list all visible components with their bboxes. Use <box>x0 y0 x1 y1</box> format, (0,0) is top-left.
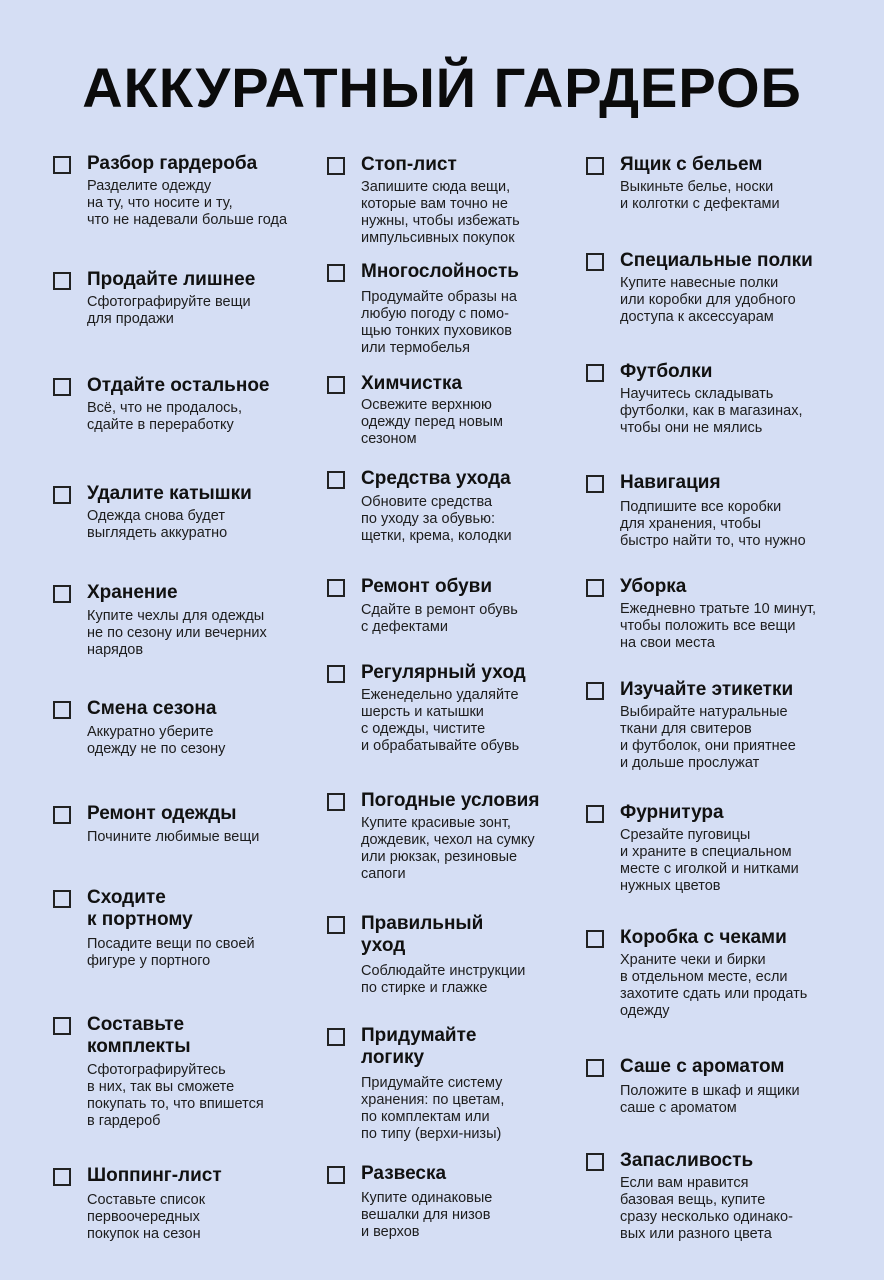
item-description: Сдайте в ремонт обувь с дефектами <box>361 602 518 635</box>
item-title: Средства ухода <box>361 468 511 489</box>
item-title: Составьте комплекты <box>87 1014 191 1057</box>
item-description: Ежедневно тратьте 10 минут, чтобы положить все вещи на свои места <box>620 601 817 651</box>
checkbox[interactable] <box>53 585 71 603</box>
item-title: Продайте лишнее <box>87 269 256 290</box>
item-description: Обновите средства по уходу за обувью: щетки, крема, колодки <box>361 494 512 544</box>
checkbox[interactable] <box>327 264 345 282</box>
item-description: Соблюдайте инструкции по стирке и глажке <box>361 963 526 996</box>
item-description: Почините любимые вещи <box>87 829 260 845</box>
page-title: АККУРАТНЫЙ ГАРДЕРОБ <box>82 56 802 119</box>
item-title: Химчистка <box>361 373 463 394</box>
item-title: Придумайте логику <box>361 1025 477 1068</box>
item-title: Правильный уход <box>361 913 484 956</box>
item-description: Храните чеки и бирки в отдельном месте, если захотите сдать или продать одежду <box>620 952 808 1019</box>
item-title: Специальные полки <box>620 250 813 271</box>
item-description: Запишите сюда вещи, которые вам точно не нужны, чтобы избежать импульсивных покупок <box>361 179 520 246</box>
item-description: Выбирайте натуральные ткани для свитеров и футболок, они приятнее и дольше прослужат <box>620 704 796 771</box>
item-title: Изучайте этикетки <box>620 679 794 700</box>
checkbox[interactable] <box>53 701 71 719</box>
checkbox[interactable] <box>53 486 71 504</box>
checkbox[interactable] <box>327 793 345 811</box>
item-title: Коробка с чеками <box>620 927 787 948</box>
checkbox[interactable] <box>327 471 345 489</box>
item-description: Еженедельно удаляйте шерсть и катышки с одежды, чистите и обрабатывайте обувь <box>361 687 520 754</box>
checkbox[interactable] <box>586 805 604 823</box>
checkbox[interactable] <box>327 157 345 175</box>
item-title: Отдайте остальное <box>87 375 270 396</box>
item-title: Ящик с бельем <box>620 154 763 175</box>
item-description: Составьте список первоочередных покупок на сезон <box>87 1192 206 1242</box>
item-title: Сходите к портному <box>87 887 193 930</box>
item-title: Ремонт обуви <box>361 576 493 597</box>
item-description: Подпишите все коробки для хранения, чтобы быстро найти то, что нужно <box>620 499 806 549</box>
item-description: Сфотографируйте вещи для продажи <box>87 294 251 327</box>
checkbox[interactable] <box>53 806 71 824</box>
item-description: Купите одинаковые вешалки для низов и верхов <box>361 1190 493 1240</box>
checkbox[interactable] <box>327 376 345 394</box>
item-title: Футболки <box>620 361 713 382</box>
item-description: Продумайте образы на любую погоду с помо- щью тонких пуховиков или термобелья <box>361 289 517 356</box>
item-description: Всё, что не продалось, сдайте в переработку <box>87 400 242 433</box>
item-description: Посадите вещи по своей фигуре у портного <box>87 936 255 969</box>
item-title: Хранение <box>87 582 178 603</box>
item-description: Если вам нравится базовая вещь, купите сразу несколько одинако- вых или разного цвета <box>620 1175 793 1242</box>
checkbox[interactable] <box>327 1166 345 1184</box>
item-title: Регулярный уход <box>361 662 526 683</box>
item-description: Научитесь складывать футболки, как в магазинах, чтобы они не мялись <box>620 386 803 436</box>
item-description: Купите красивые зонт, дождевик, чехол на сумку или рюкзак, резиновые сапоги <box>361 815 535 882</box>
checkbox[interactable] <box>586 1059 604 1077</box>
item-title: Разбор гардероба <box>87 153 258 174</box>
checkbox[interactable] <box>53 272 71 290</box>
item-description: Купите чехлы для одежды не по сезону или вечерних нарядов <box>87 608 267 658</box>
item-description: Выкиньте белье, носки и колготки с дефектами <box>620 179 780 212</box>
item-description: Разделите одежду на ту, что носите и ту, что не надевали больше года <box>87 178 288 228</box>
item-title: Навигация <box>620 472 721 493</box>
checkbox[interactable] <box>53 890 71 908</box>
checkbox[interactable] <box>586 579 604 597</box>
item-title: Многослойность <box>361 261 519 282</box>
checkbox[interactable] <box>586 930 604 948</box>
checkbox[interactable] <box>53 378 71 396</box>
item-description: Придумайте систему хранения: по цветам, по комплектам или по типу (верхи-низы) <box>361 1075 505 1142</box>
item-description: Сфотографируйтесь в них, так вы сможете покупать то, что впишется в гардероб <box>87 1062 264 1129</box>
item-description: Аккуратно уберите одежду не по сезону <box>87 724 226 757</box>
item-title: Фурнитура <box>620 802 724 823</box>
item-title: Удалите катышки <box>87 483 252 504</box>
checkbox[interactable] <box>53 1017 71 1035</box>
checkbox[interactable] <box>586 682 604 700</box>
item-description: Купите навесные полки или коробки для удобного доступа к аксессуарам <box>620 275 796 325</box>
item-title: Стоп-лист <box>361 154 457 175</box>
checkbox[interactable] <box>327 916 345 934</box>
item-description: Одежда снова будет выглядеть аккуратно <box>87 508 228 541</box>
checkbox[interactable] <box>327 665 345 683</box>
item-title: Запасливость <box>620 1150 754 1171</box>
item-title: Уборка <box>620 576 687 597</box>
item-title: Погодные условия <box>361 790 540 811</box>
item-description: Освежите верхнюю одежду перед новым сезоном <box>361 397 503 447</box>
checkbox[interactable] <box>327 1028 345 1046</box>
item-description: Положите в шкаф и ящики саше с ароматом <box>620 1083 800 1116</box>
checkbox[interactable] <box>586 157 604 175</box>
checkbox[interactable] <box>586 1153 604 1171</box>
checkbox[interactable] <box>53 156 71 174</box>
checkbox[interactable] <box>53 1168 71 1186</box>
checkbox[interactable] <box>327 579 345 597</box>
item-title: Ремонт одежды <box>87 803 237 824</box>
item-title: Смена сезона <box>87 698 217 719</box>
item-title: Развеска <box>361 1163 447 1184</box>
item-title: Шоппинг-лист <box>87 1165 222 1186</box>
item-description: Срезайте пуговицы и храните в специальном месте с иголкой и нитками нужных цветов <box>620 827 799 894</box>
checkbox[interactable] <box>586 253 604 271</box>
item-title: Саше с ароматом <box>620 1056 785 1077</box>
checkbox[interactable] <box>586 475 604 493</box>
checkbox[interactable] <box>586 364 604 382</box>
